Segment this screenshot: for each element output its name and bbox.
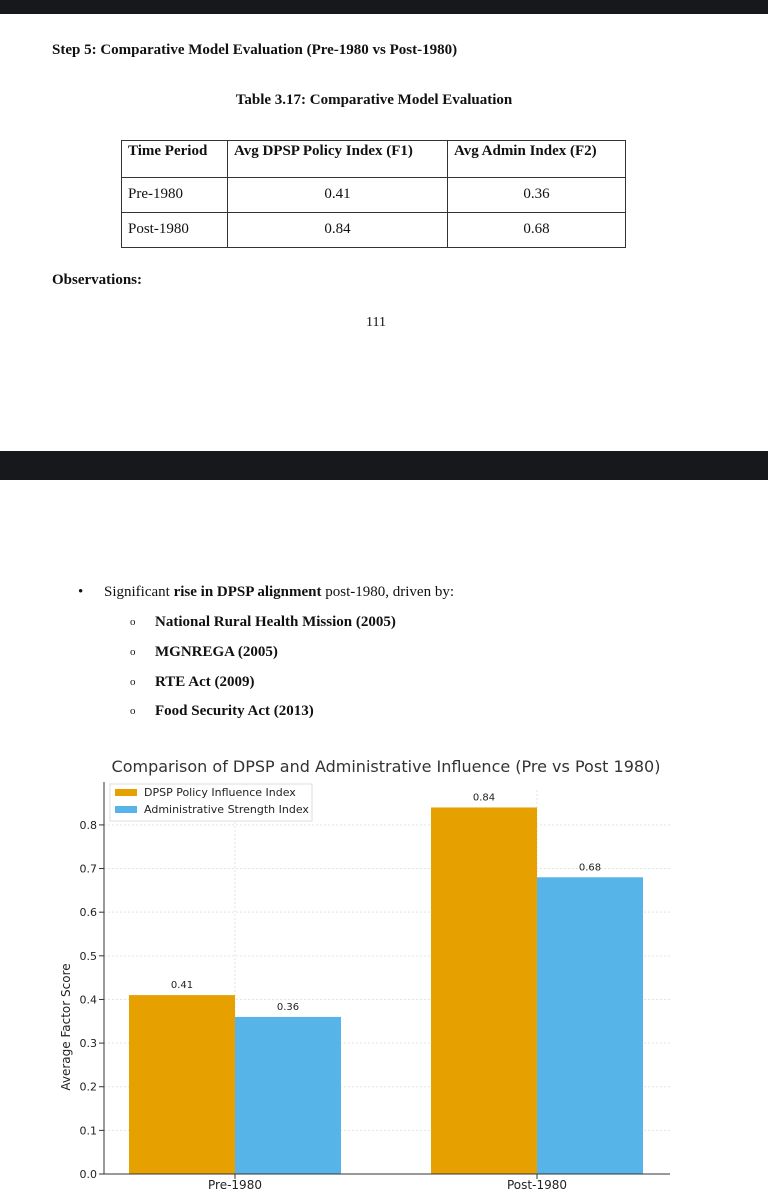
table-row <box>122 213 626 248</box>
legend-label-dpsp: DPSP Policy Influence Index <box>144 786 296 799</box>
observations-label: Observations: <box>52 272 142 288</box>
cell-dpsp-value: 0.84 <box>228 213 448 248</box>
sub-item-text: Food Security Act (2013) <box>155 703 314 719</box>
bar <box>129 995 235 1174</box>
sub-item-text: MGNREGA (2005) <box>155 644 278 660</box>
sub-bullet-icon: o <box>130 646 136 658</box>
y-tick-label: 0.3 <box>79 1037 97 1051</box>
bars-layer <box>129 792 643 1174</box>
sub-item-text: RTE Act (2009) <box>155 674 255 690</box>
y-tick-label: 0.1 <box>79 1124 97 1138</box>
header-admin-index: Avg Admin Index (F2) <box>448 141 626 178</box>
bar <box>235 1017 341 1174</box>
bar <box>431 807 537 1174</box>
table-caption: Table 3.17: Comparative Model Evaluation <box>235 92 513 108</box>
x-tick-label: Post-1980 <box>507 1178 567 1192</box>
y-tick-label: 0.4 <box>79 993 97 1007</box>
data-label: 0.36 <box>276 1001 300 1013</box>
bullet-dot: • <box>78 584 84 600</box>
data-label: 0.84 <box>472 792 496 804</box>
step-heading: Step 5: Comparative Model Evaluation (Pre-1980 vs Post-1980) <box>52 42 458 58</box>
cell-period: Post-1980 <box>122 213 228 248</box>
page-separator <box>0 451 768 480</box>
bullet-suffix: post-1980, driven by: <box>321 584 454 600</box>
legend-swatch-dpsp <box>115 789 137 796</box>
bullet-bold: rise in DPSP alignment <box>173 584 322 600</box>
chart-title: Comparison of DPSP and Administrative Influence (Pre vs Post 1980) <box>111 757 661 776</box>
cell-admin-value: 0.68 <box>448 213 626 248</box>
page-number: 111 <box>366 315 386 330</box>
y-tick-label: 0.7 <box>79 862 97 876</box>
y-axis-label: Average Factor Score <box>59 963 73 1091</box>
table-row <box>122 178 626 213</box>
comparison-table <box>121 140 626 248</box>
y-tick-label: 0.8 <box>79 818 97 832</box>
header-dpsp-index: Avg DPSP Policy Index (F1) <box>228 141 448 178</box>
table-header-row <box>122 141 626 178</box>
cell-period: Pre-1980 <box>122 178 228 213</box>
sub-bullet-icon: o <box>130 616 136 628</box>
header-time-period: Time Period <box>122 141 228 178</box>
y-tick-label: 0.6 <box>79 906 97 920</box>
data-label: 0.41 <box>170 980 194 992</box>
bullet-text <box>104 584 454 601</box>
legend-swatch-admin <box>115 806 137 813</box>
sub-bullet-icon: o <box>130 705 136 717</box>
bar-chart <box>0 750 768 1192</box>
y-tick-label: 0.2 <box>79 1080 97 1094</box>
sub-bullet-icon: o <box>130 676 136 688</box>
x-tick-label: Pre-1980 <box>208 1178 262 1192</box>
data-label: 0.68 <box>578 862 602 874</box>
y-tick-label: 0.0 <box>79 1168 97 1181</box>
legend <box>110 784 312 821</box>
sub-item-text: National Rural Health Mission (2005) <box>155 614 396 630</box>
bullet-prefix: Significant <box>104 584 174 600</box>
bar <box>537 877 643 1174</box>
cell-admin-value: 0.36 <box>448 178 626 213</box>
cell-dpsp-value: 0.41 <box>228 178 448 213</box>
viewer-top-bar <box>0 0 768 14</box>
y-tick-label: 0.5 <box>79 949 97 963</box>
legend-label-admin: Administrative Strength Index <box>144 803 309 816</box>
